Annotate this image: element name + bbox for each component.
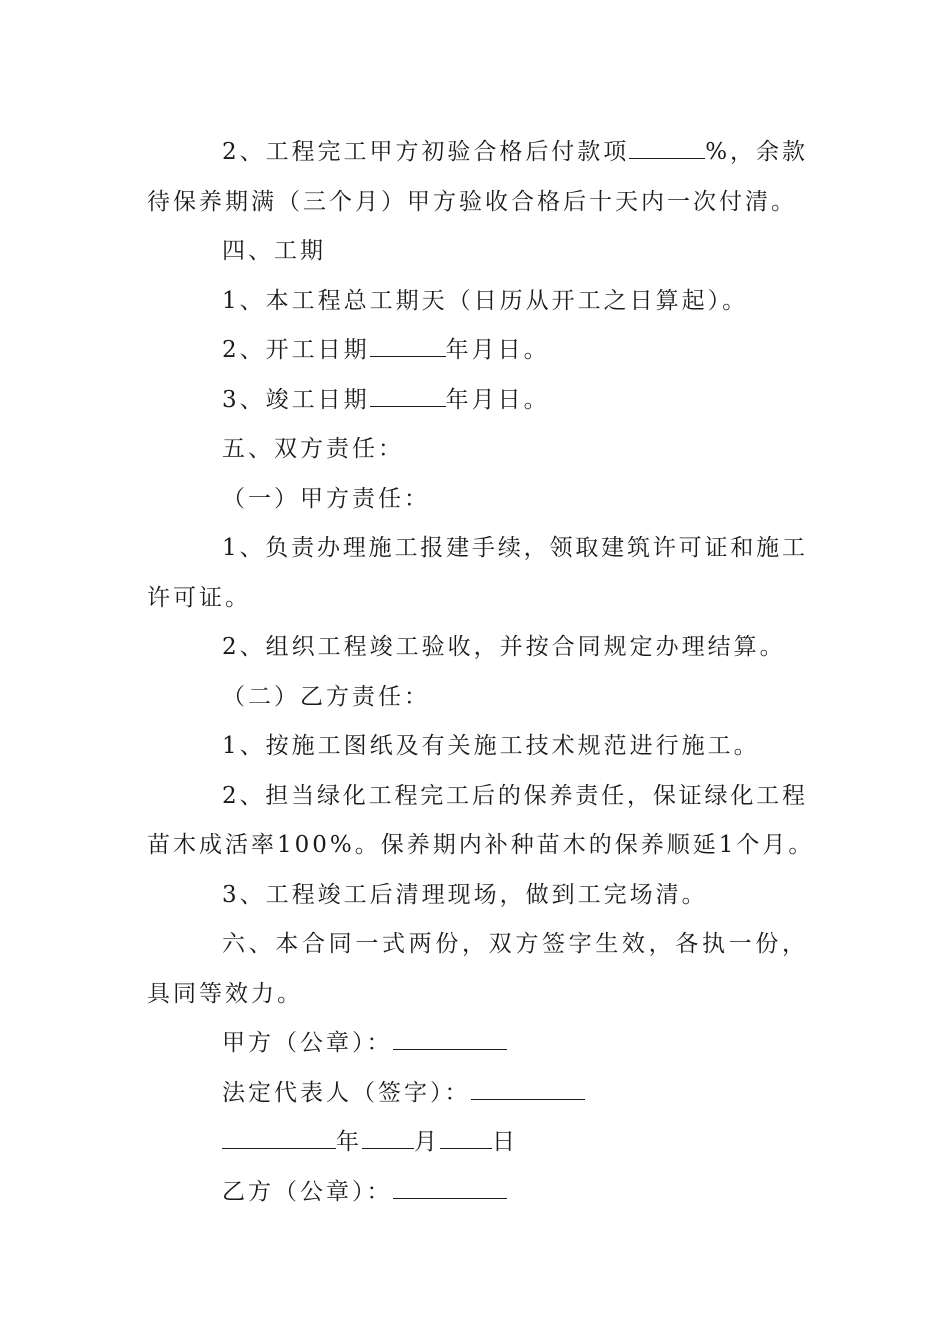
party-a-heading: （一）甲方责任： — [222, 485, 430, 512]
year-blank — [222, 1124, 336, 1149]
party-a-seal-line — [147, 1019, 807, 1069]
month-blank — [362, 1124, 414, 1149]
party-b-item-2-line1: 2、担当绿化工程完工后的保养责任，保证绿化工程 — [222, 782, 807, 809]
party-b-seal-line — [147, 1168, 807, 1218]
payment-clause-line1 — [147, 128, 807, 178]
duration-item-2 — [147, 326, 807, 376]
party-b-seal-blank — [393, 1174, 507, 1199]
party-b-item-2-line2: 苗木成活率100%。保养期内补种苗木的保养顺延1个月。 — [147, 832, 815, 858]
party-b-heading: （二）乙方责任： — [222, 683, 430, 710]
section4-heading: 四、工期 — [222, 238, 326, 264]
legal-rep-blank — [471, 1075, 585, 1100]
day-blank — [440, 1124, 492, 1149]
duration-item-3 — [147, 376, 807, 426]
party-a-item-2: 2、组织工程竣工验收，并按合同规定办理结算。 — [222, 634, 786, 660]
end-date-suffix: 年月日。 — [445, 386, 550, 413]
party-a-seal-label: 甲方（公章）： — [222, 1030, 393, 1056]
payment-clause-line2: 待保养期满（三个月）甲方验收合格后十天内一次付清。 — [147, 188, 797, 215]
section6-line2: 具同等效力。 — [147, 980, 303, 1007]
party-b-item-1: 1、按施工图纸及有关施工技术规范进行施工。 — [222, 733, 760, 759]
start-date-label: 2、开工日期 — [222, 337, 370, 363]
legal-rep-line — [147, 1069, 807, 1119]
section6-line1: 六、本合同一式两份，双方签字生效，各执一份， — [222, 931, 807, 957]
legal-rep-label: 法定代表人（签字）： — [222, 1079, 471, 1106]
start-date-blank — [370, 332, 446, 357]
payment-clause-suffix: %，余款 — [705, 139, 807, 165]
party-b-item-3: 3、工程竣工后清理现场，做到工完场清。 — [222, 881, 708, 908]
party-a-seal-blank — [393, 1025, 507, 1050]
month-label: 月 — [414, 1129, 440, 1155]
duration-item-1: 1、本工程总工期天（日历从开工之日算起）。 — [222, 287, 749, 314]
signing-date-line — [147, 1118, 807, 1168]
section5-heading: 五、双方责任： — [222, 436, 404, 462]
day-label: 日 — [492, 1129, 518, 1155]
party-b-seal-label: 乙方（公章）： — [222, 1178, 393, 1205]
party-a-item-1-line1: 1、负责办理施工报建手续，领取建筑许可证和施工 — [222, 535, 807, 561]
payment-clause-text: 2、工程完工甲方初验合格后付款项 — [222, 139, 630, 165]
end-date-label: 3、竣工日期 — [222, 386, 370, 413]
contract-body — [147, 128, 815, 1217]
payment-percent-blank — [629, 134, 705, 159]
end-date-blank — [370, 382, 446, 407]
party-a-item-1-line2: 许可证。 — [147, 584, 251, 611]
year-label: 年 — [336, 1129, 362, 1155]
start-date-suffix: 年月日。 — [445, 337, 550, 363]
